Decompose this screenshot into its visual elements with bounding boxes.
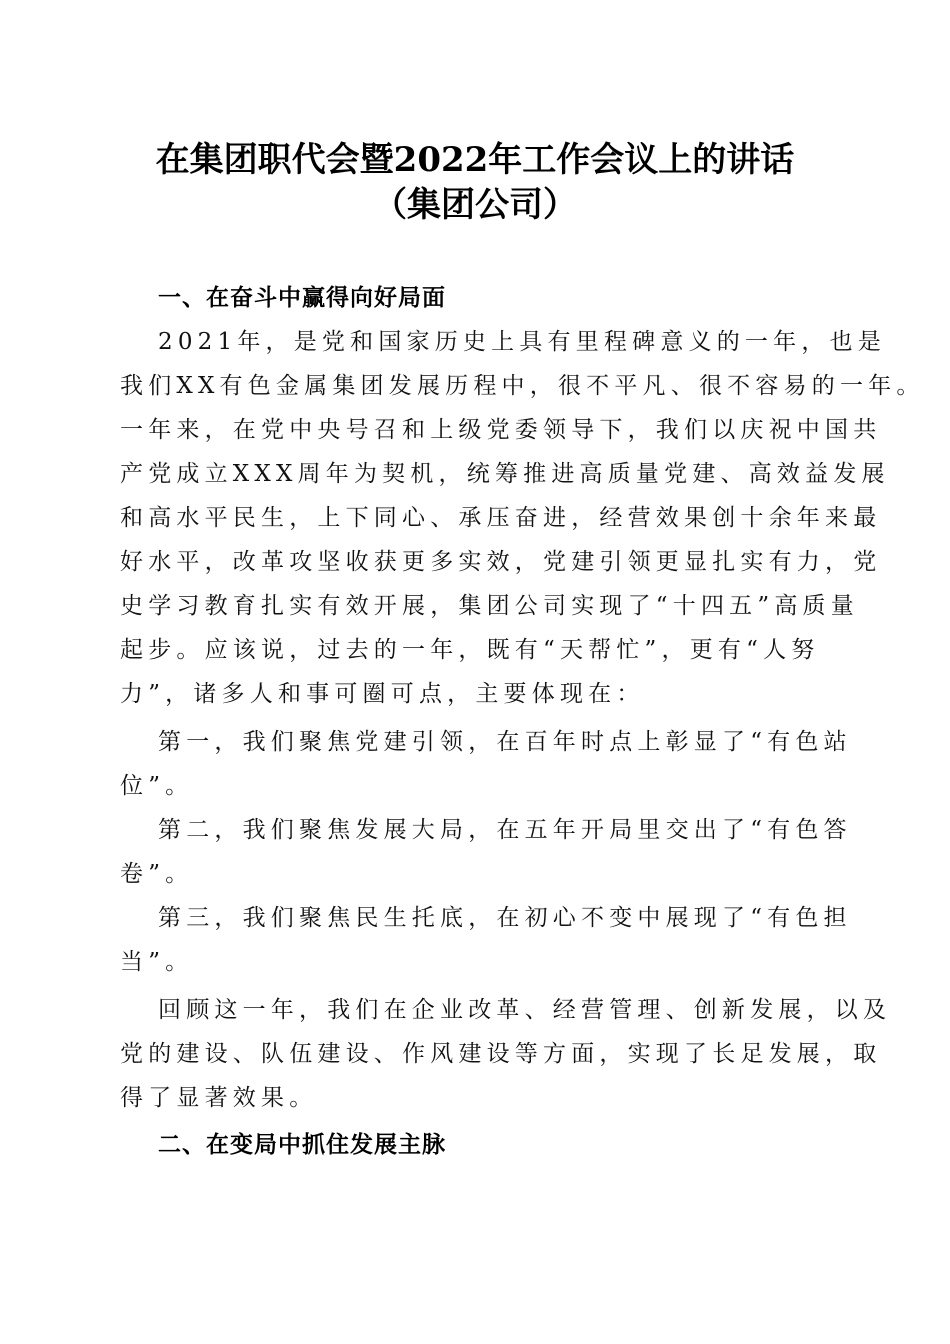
document-title: 在集团职代会暨2022年工作会议上的讲话 <box>155 140 795 180</box>
paragraph-line: 当”。 <box>120 949 194 975</box>
paragraph-line: 产党成立XXX周年为契机，统筹推进高质量党建、高效益发展 <box>120 461 890 487</box>
paragraph-line: 第一，我们聚焦党建引领，在百年时点上彰显了“有色站 <box>158 729 852 755</box>
paragraph-line: 起步。应该说，过去的一年，既有“天帮忙”，更有“人努 <box>120 637 820 663</box>
section-heading-1: 一、在奋斗中赢得向好局面 <box>158 285 446 311</box>
paragraph-line: 得了显著效果。 <box>120 1085 318 1111</box>
paragraph-line: 好水平，改革攻坚收获更多实效，党建引领更显扎实有力，党 <box>120 549 882 575</box>
paragraph-line: 位”。 <box>120 773 194 799</box>
paragraph-line: 一年来，在党中央号召和上级党委领导下，我们以庆祝中国共 <box>120 417 882 443</box>
paragraph-line: 我们XX有色金属集团发展历程中，很不平凡、很不容易的一年。 <box>120 373 925 399</box>
paragraph-line: 力”，诸多人和事可圈可点，主要体现在： <box>120 681 645 707</box>
paragraph-line: 党的建设、队伍建设、作风建设等方面，实现了长足发展，取 <box>120 1041 882 1067</box>
paragraph-line: 回顾这一年，我们在企业改革、经营管理、创新发展，以及 <box>158 997 892 1023</box>
paragraph-line: 和高水平民生，上下同心、承压奋进，经营效果创十余年来最 <box>120 505 882 531</box>
section-heading-2: 二、在变局中抓住发展主脉 <box>158 1132 446 1158</box>
paragraph-line: 第二，我们聚焦发展大局，在五年开局里交出了“有色答 <box>158 817 852 843</box>
paragraph-line: 第三，我们聚焦民生托底，在初心不变中展现了“有色担 <box>158 905 852 931</box>
paragraph-line: 卷”。 <box>120 861 194 887</box>
paragraph-line: 2021年，是党和国家历史上具有里程碑意义的一年，也是 <box>158 329 886 355</box>
document-subtitle: （集团公司） <box>373 185 577 225</box>
paragraph-line: 史学习教育扎实有效开展，集团公司实现了“十四五”高质量 <box>120 593 859 619</box>
